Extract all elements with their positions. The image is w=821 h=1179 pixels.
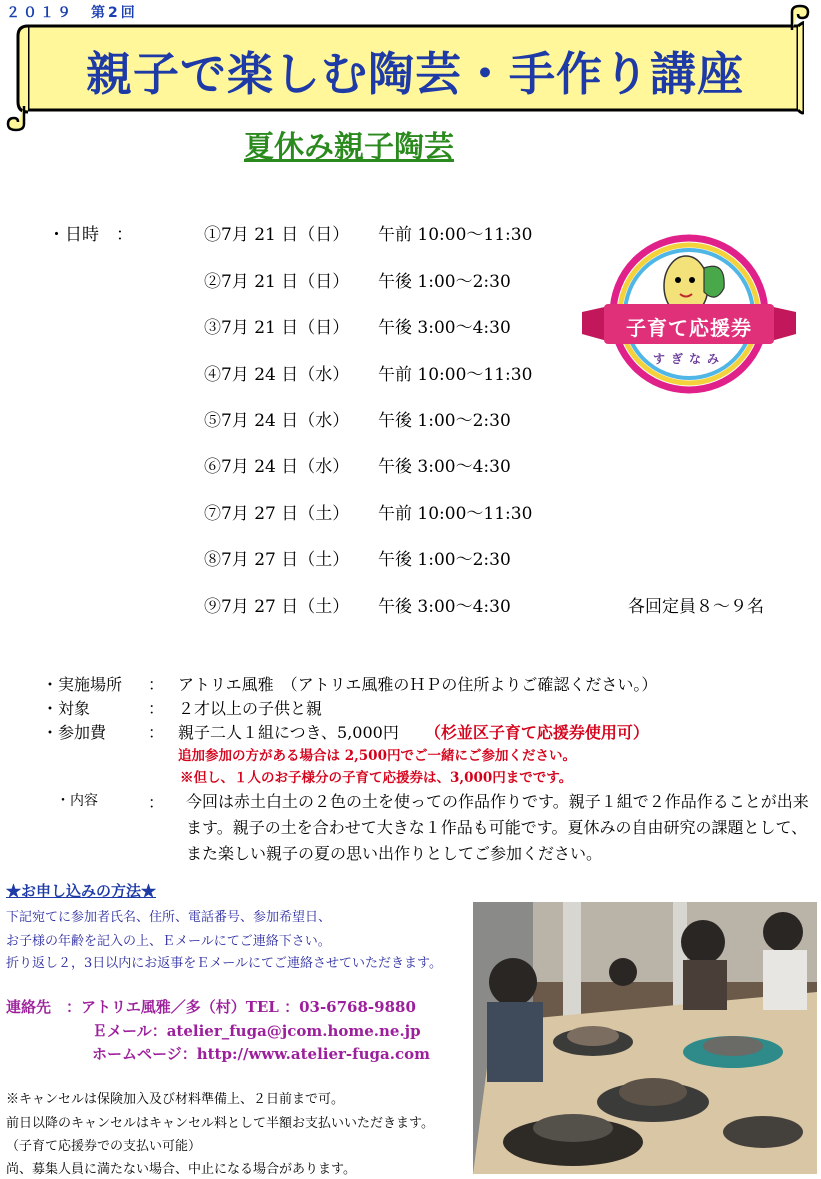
- target-value: ２才以上の子供と親: [178, 699, 323, 718]
- fee-voucher-note: （杉並区子育て応援券使用可）: [424, 723, 649, 742]
- venue-label: ・実施場所: [42, 675, 123, 694]
- cancel-note: ※キャンセルは保険加入及び材料準備上、２日前まで可。: [6, 1092, 345, 1107]
- target-label: ・対象: [42, 699, 91, 718]
- fee-value: [178, 720, 649, 743]
- venue-value: アトリエ風雅 （アトリエ風雅のＨＰの住所よりご確認ください。）: [178, 675, 658, 694]
- session-time: 午後 3:00～4:30: [378, 457, 511, 477]
- page-subtitle: 夏休み親子陶芸: [244, 130, 454, 165]
- session-time: 午前 10:00～11:30: [378, 504, 533, 524]
- fee-colon: ：: [148, 723, 165, 742]
- capacity-note: 各回定員８～９名: [628, 597, 764, 617]
- edition-label: ２０１９ 第2回: [6, 5, 138, 21]
- childcare-voucher-badge: [578, 228, 800, 404]
- target-colon: ：: [148, 699, 165, 718]
- session-date: ⑧7月 27 日（土）: [204, 550, 350, 570]
- contact-email[interactable]: Ｅメール：atelier_fuga@jcom.home.ne.jp: [92, 1022, 421, 1040]
- venue-colon: ：: [148, 675, 165, 694]
- session-time: 午前 10:00～11:30: [378, 225, 533, 245]
- cancel-note: 尚、募集人員に満たない場合、中止になる場合があります。: [6, 1162, 356, 1177]
- apply-heading: [6, 880, 156, 901]
- session-time: 午後 1:00～2:30: [378, 550, 511, 570]
- content-label: ・内容: [56, 793, 98, 809]
- session-date: ③7月 21 日（日）: [204, 318, 350, 338]
- scroll-curl-left: [2, 104, 28, 134]
- apply-line: お子様の年齢を記入の上、Ｅメールにてご連絡下さい。: [6, 934, 331, 949]
- page-title: 親子で楽しむ陶芸・手作り講座: [86, 47, 744, 101]
- apply-line: 下記宛てに参加者氏名、住所、電話番号、参加希望日、: [6, 910, 332, 925]
- badge-text: 子育て応援券: [626, 316, 752, 340]
- session-date: ②7月 21 日（日）: [204, 272, 350, 292]
- contact-phone: 連絡先 ：アトリエ風雅／多（村）TEL ：03-6768-9880: [6, 998, 416, 1016]
- fee-note-voucher-limit: ※但し、１人のお子様分の子育て応援券は、3,000円までです。: [180, 770, 573, 786]
- apply-heading-text: ★お申し込みの方法★: [6, 882, 157, 900]
- content-colon: ：: [148, 793, 165, 812]
- cancel-note: 前日以降のキャンセルはキャンセル料として半額お支払いいただきます。: [6, 1116, 434, 1131]
- session-date: ⑨7月 27 日（土）: [204, 597, 350, 617]
- session-date: ⑦7月 27 日（土）: [204, 504, 350, 524]
- session-time: 午後 3:00～4:30: [378, 318, 511, 338]
- session-time: 午前 10:00～11:30: [378, 365, 533, 385]
- fee-label: ・参加費: [42, 723, 107, 742]
- session-date: ④7月 24 日（水）: [204, 365, 350, 385]
- session-date: ⑤7月 24 日（水）: [204, 411, 350, 431]
- badge-subtext: すぎなみ: [652, 352, 725, 366]
- session-time: 午後 1:00～2:30: [378, 411, 511, 431]
- schedule-label: ・日時 ：: [48, 225, 133, 245]
- session-time: 午後 1:00～2:30: [378, 272, 511, 292]
- fee-note-additional: 追加参加の方がある場合は 2,500円でご一緒にご参加ください。: [178, 748, 576, 764]
- fee-amount: 親子二人１組につき、5,000円: [178, 723, 399, 742]
- session-time: 午後 3:00～4:30: [378, 597, 511, 617]
- content-description: 今回は赤土白土の２色の土を使っての作品作りです。親子１組で２作品作ることが出来ます。親子の土を合わせて大きな１作品も可能です。夏休みの自由研究の課題として、また楽しい親子の夏の思い出作りとしてご参加ください。: [186, 792, 809, 863]
- contact-homepage[interactable]: ホームページ：http://www.atelier-fuga.com: [92, 1045, 430, 1063]
- session-date: ⑥7月 24 日（水）: [204, 457, 350, 477]
- cancel-note: （子育て応援券での支払い可能）: [6, 1139, 202, 1154]
- apply-line: 折り返し２，3日以内にお返事をＥメールにてご連絡させていただきます。: [6, 956, 442, 971]
- pottery-class-photo: [473, 902, 817, 1174]
- session-date: ①7月 21 日（日）: [204, 225, 350, 245]
- scroll-curl-right: [790, 4, 816, 34]
